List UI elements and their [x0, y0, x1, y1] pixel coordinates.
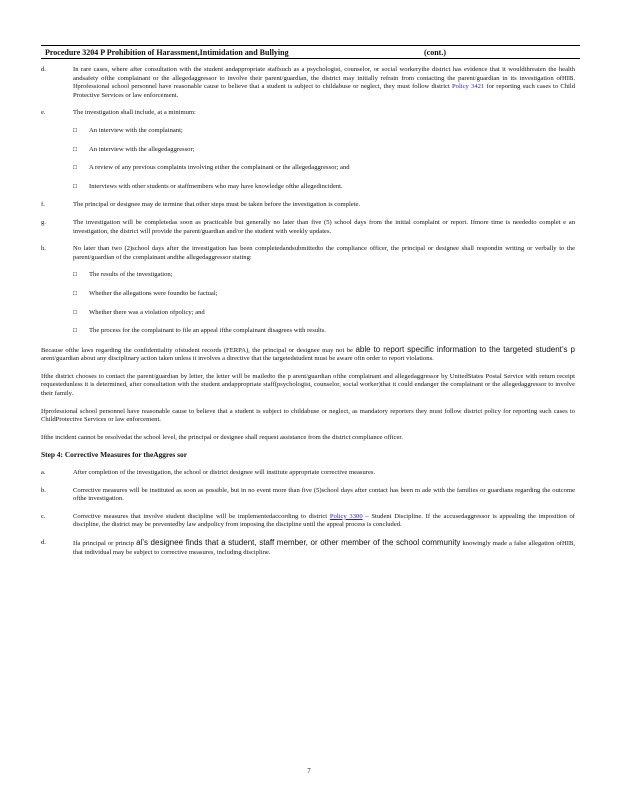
item-marker: b.: [41, 486, 46, 494]
item-marker: d.: [41, 539, 46, 546]
item-text: Corrective measures that involve student discipline will be implementedaccording to district Policy 3300 – Student Discipline. If the accusedaggressor is appealing the imposition of discipline, the district may be preventedby law andpolicy from imposing the discipline until the appeal process is concluded.: [73, 512, 575, 529]
bullet-icon: □: [73, 289, 77, 297]
paragraph: Ifthe district chooses to contact the parent/guardian by letter, the letter will be mailedto the p arent/guardian ofthe complainant and allegedaggressor by UnitedStates Postal Service with return receipt requestedunless it is determined, after consultation with the student andappropriate staff(psychologist, counselor, social worker)that it could endanger the complainant or the allegedaggressor to involve their family.: [41, 372, 575, 398]
item-text: The investigation shall include, at a minimum:: [73, 109, 196, 117]
item-marker: d.: [41, 66, 46, 73]
list-item: [41, 539, 575, 557]
item-marker: e.: [41, 109, 46, 117]
list-item: [41, 109, 575, 118]
bullet-item: [41, 271, 575, 280]
list-item: [41, 245, 575, 262]
list-item: [41, 469, 575, 478]
bullet-item: [41, 146, 575, 155]
header-cont: (cont.): [424, 48, 446, 57]
bullet-item: [41, 127, 575, 136]
item-text: After completion of the investigation, the school or district designee will institute appropriate corrective measures.: [73, 469, 376, 477]
list-item: [41, 219, 575, 236]
bullet-text: The process for the complainant to file an appeal ifthe complainant disagrees with results.: [89, 327, 326, 335]
bullet-icon: □: [73, 126, 77, 134]
item-marker: f.: [41, 201, 45, 209]
list-item: [41, 487, 575, 504]
bullet-icon: □: [73, 308, 77, 316]
item-text: The investigation will be completedas soon as practicable but generally no later than five (5) school days from the initial complaint or report. Ifmore time is neededto complet e an investigation, the district will provide the parent/guardian and/or the student with weekly updates.: [73, 218, 575, 235]
item-text: Corrective measures will be instituted as soon as possible, but in no event more than five (5)school days after contact has been m ade with the families or guardians regarding the outcome ofthe investigation.: [73, 486, 575, 503]
policy-3300-link[interactable]: Policy 3300: [329, 512, 363, 520]
bullet-icon: □: [73, 164, 77, 172]
bullet-icon: □: [73, 145, 77, 153]
item-text: The principal or designee may de termine that other steps must be taken before the investigation is complete.: [73, 201, 361, 209]
bullet-text: Interviews with other students or staffmembers who may have knowledge ofthe allegedincident.: [89, 182, 343, 190]
section-heading: Step 4: Corrective Measures for theAggres sor: [41, 450, 187, 460]
list-item: [41, 201, 575, 210]
item-text: No later than two (2)school days after the investigation has been completedandsubmittedto the compliance officer, the principal or designee shall respondin writing or verbally to the parent/guardian of the complainant andthe allegedaggressor stating:: [73, 245, 575, 261]
paragraph: Ifthe incident cannot be resolvedat the school level, the principal or designee shall request assistance from the district compliance officer.: [41, 433, 403, 441]
bullet-text: An interview with the allegedaggressor;: [89, 145, 195, 153]
header-title: Procedure 3204 P Prohibition of Harassment,Intimidation and Bullying: [45, 48, 289, 57]
bullet-item: [41, 164, 575, 173]
page-header: [41, 45, 580, 59]
bullet-icon: □: [73, 182, 77, 190]
bullet-item: [41, 290, 575, 299]
bullet-text: An interview with the complainant;: [89, 126, 183, 134]
list-item: [41, 66, 575, 100]
item-marker: h.: [41, 245, 46, 253]
ferpa-paragraph: Because ofthe laws regarding the confidentiality ofstudent records (FERPA), the principal or designee may not be able to report specific information to the targeted student’s p arent/guardian about any disciplinary action taken unless it involves a directive that the targetedstudent must be aware ofin order to report violations.: [41, 344, 576, 363]
bullet-icon: □: [73, 327, 77, 335]
item-marker: a.: [41, 469, 46, 477]
bullet-item: [41, 309, 575, 318]
bullet-item: [41, 183, 575, 192]
bullet-text: Whether the allegations were foundto be factual;: [89, 289, 218, 297]
item-text: In rare cases, where after consultation with the student andappropriate staffsuch as a psychologist, counselor, or social workerythe district has evidence that it wouldthreaten the health andsafety ofthe complainant or the allegedaggressor to involve their parent/guardian, the district may initially refrain from contacting the parent/guardian in its investigation ofHIB. Ifprofessional school personnel have reasonable cause to believe that a student is subject to childabuse or neglect, they must follow district Policy 3421 for reporting such cases to Child Protective Services or law enforcement.: [73, 66, 575, 99]
paragraph: Ifprofessional school personnel have reasonable cause to believe that a student is subject to childabuse or neglect, as mandatory reporters they must follow district policy for reporting such cases to ChildProtective Services or law enforcement.: [41, 407, 575, 424]
item-text: Ifa principal or princip al’s designee finds that a student, staff member, or other member of the school community knowingly made a false allegation ofHIB, that individual may be subject to corrective measures, including discipline.: [73, 538, 576, 556]
policy-3421-link[interactable]: Policy 3421: [452, 83, 485, 91]
bullet-item: [41, 327, 575, 336]
bullet-text: A review of any previous complaints involving either the complainant or the allegedaggressor; and: [89, 164, 350, 172]
item-marker: g.: [41, 218, 46, 226]
bullet-icon: □: [73, 271, 77, 279]
document-body: [41, 66, 575, 566]
bullet-text: Whether there was a violation ofpolicy; and: [89, 308, 205, 316]
list-item: [41, 513, 575, 530]
bullet-text: The results of the investigation;: [89, 271, 173, 279]
page-number: 7: [307, 767, 311, 775]
item-marker: c.: [41, 512, 46, 520]
